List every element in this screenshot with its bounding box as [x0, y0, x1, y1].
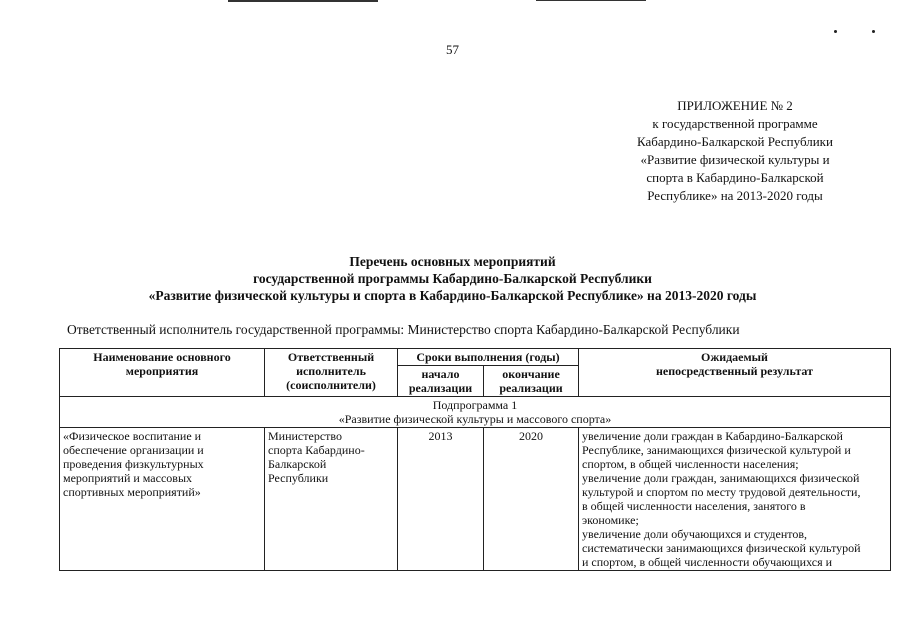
title-line: государственной программы Кабардино-Балкарской Республики: [253, 271, 652, 286]
row-responsible: Министерство спорта Кабардино- Балкарской Республики: [265, 428, 398, 571]
table-row: [60, 428, 891, 571]
header-result: Ожидаемый непосредственный результат: [579, 349, 891, 397]
header-name: Наименование основного мероприятия: [60, 349, 265, 397]
appendix-block: [590, 97, 880, 205]
row-name: «Физическое воспитание и обеспечение организации и проведения физкультурных мероприятий и массовых спортивных мероприятий»: [60, 428, 265, 571]
page-number: 57: [446, 42, 459, 57]
responsible-executor: Ответственный исполнитель государственной программы: Министерство спорта Кабардино-Балкарской Республики: [67, 322, 740, 337]
appendix-line: Республике» на 2013-2020 годы: [647, 188, 823, 203]
row-result: увеличение доли граждан в Кабардино-Балкарской Республике, занимающихся физической культурой и спортом, в общей численности населения; увеличение доли граждан, занимающихся физической культурой и спортом по месту трудовой деятельности, в общей численности населения, занятого в экономике; увеличение доли обучающихся и студентов, систематически занимающихся физической культурой и спортом, в общей численности обучающихся и: [579, 428, 891, 571]
appendix-line: Кабардино-Балкарской Республики: [637, 134, 833, 149]
appendix-line: спорта в Кабардино-Балкарской: [646, 170, 824, 185]
document-title: [0, 253, 905, 304]
scan-artifact-line: [536, 0, 646, 1]
table-header-row: [60, 349, 891, 366]
measures-table: [59, 348, 891, 571]
header-start: начало реализации: [398, 366, 484, 397]
row-start-year: 2013: [398, 428, 484, 571]
appendix-line: ПРИЛОЖЕНИЕ № 2: [677, 98, 793, 113]
subprogram-cell: Подпрограмма 1 «Развитие физической культуры и массового спорта»: [60, 397, 891, 428]
subprogram-row: [60, 397, 891, 428]
appendix-line: «Развитие физической культуры и: [640, 152, 830, 167]
header-terms: Сроки выполнения (годы): [398, 349, 579, 366]
scan-artifact-dot: [872, 30, 875, 33]
title-line: Перечень основных мероприятий: [349, 254, 556, 269]
row-end-year: 2020: [484, 428, 579, 571]
scan-artifact-line: [228, 0, 378, 2]
header-responsible: Ответственный исполнитель (соисполнители): [265, 349, 398, 397]
appendix-line: к государственной программе: [652, 116, 818, 131]
scan-artifact-dot: [834, 30, 837, 33]
header-end: окончание реализации: [484, 366, 579, 397]
title-line: «Развитие физической культуры и спорта в Кабардино-Балкарской Республике» на 2013-2020 годы: [148, 288, 757, 303]
